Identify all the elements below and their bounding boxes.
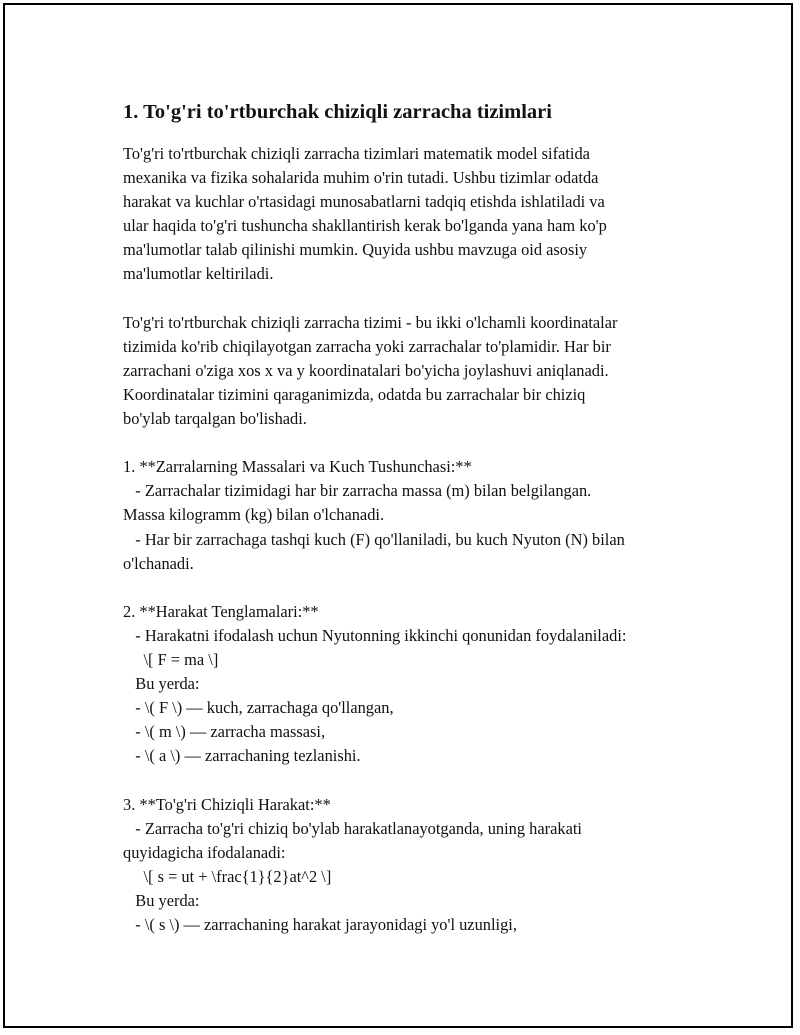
text-line: - \( m \) — zarracha massasi, [123,722,326,742]
paragraph-gap [123,431,698,455]
text-line: - \( a \) — zarrachaning tezlanishi. [123,746,361,766]
text-line: ma'lumotlar talab qilinishi mumkin. Quyida ushbu mavzuga oid asosiy [123,240,588,260]
text-line: - Har bir zarrachaga tashqi kuch (F) qo'llaniladi, bu kuch Nyuton (N) bilan [123,529,625,549]
text-line: - Zarrachalar tizimidagi har bir zarracha massa (m) bilan belgilangan. [123,481,592,501]
text-line: tizimida ko'rib chiqilayotgan zarracha yoki zarrachalar to'plamidir. Har bir [123,336,611,356]
text-line: quyidagicha ifodalanadi: [123,842,286,862]
text-line: 3. **To'g'ri Chiziqli Harakat:** [123,794,331,814]
paragraph-intro [123,142,698,287]
text-line: - \( s \) — zarrachaning harakat jarayonidagi yo'l uzunligi, [123,915,517,934]
text-line: To'g'ri to'rtburchak chiziqli zarracha tizimlari matematik model sifatida [123,144,590,163]
formula-line: \[ F = ma \] [123,649,219,669]
text-line: o'lchanadi. [123,553,194,573]
text-line: Massa kilogramm (kg) bilan o'lchanadi. [123,505,385,525]
text-line: - \( F \) — kuch, zarrachaga qo'llangan, [123,698,394,718]
document-content [123,99,698,937]
text-line: - Harakatni ifodalash uchun Nyutonning ikkinchi qonunidan foydalaniladi: [123,625,627,645]
section-linear-motion [123,793,698,938]
text-line: ma'lumotlar keltiriladi. [123,264,274,284]
text-line: Bu yerda: [123,674,200,694]
text-line: 1. **Zarralarning Massalari va Kuch Tushunchasi:** [123,457,472,477]
text-line: zarrachani o'ziga xos x va y koordinatalari bo'yicha joylashuvi aniqlanadi. [123,360,609,380]
paragraph-gap [123,287,698,311]
page-frame [3,3,793,1028]
paragraph-definition [123,311,698,431]
text-line: ular haqida to'g'ri tushuncha shakllantirish kerak bo'lganda yana ham ko'p [123,216,607,236]
section-masses-forces [123,455,698,575]
text-line: To'g'ri to'rtburchak chiziqli zarracha tizimi - bu ikki o'lchamli koordinatalar [123,312,618,332]
text-line: Koordinatalar tizimini qaraganimizda, odatda bu zarrachalar bir chiziq [123,384,586,404]
paragraph-gap [123,576,698,600]
text-line: bo'ylab tarqalgan bo'lishadi. [123,409,307,429]
text-line: harakat va kuchlar o'rtasidagi munosabatlarni tadqiq etishda ishlatiladi va [123,192,605,212]
formula-line: \[ s = ut + \frac{1}{2}at^2 \] [123,866,332,886]
text-line: mexanika va fizika sohalarida muhim o'rin tutadi. Ushbu tizimlar odatda [123,168,599,188]
page-title: 1. To'g'ri to'rtburchak chiziqli zarracha tizimlari [123,101,552,123]
text-line: - Zarracha to'g'ri chiziq bo'ylab harakatlanayotganda, uning harakati [123,818,582,838]
text-line: 2. **Harakat Tenglamalari:** [123,601,319,621]
text-line: Bu yerda: [123,890,200,910]
section-equations-of-motion [123,600,698,769]
paragraph-gap [123,768,698,792]
